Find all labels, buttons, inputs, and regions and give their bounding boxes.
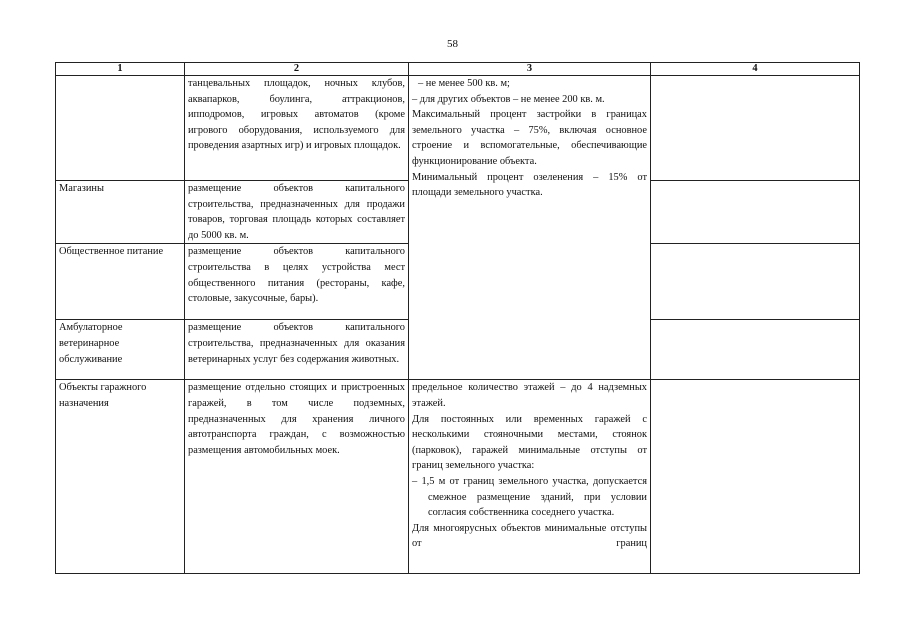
use-name-cell bbox=[56, 76, 185, 181]
use-name-cell: Объекты гаражного назначения bbox=[56, 380, 185, 574]
column-header-1: 1 bbox=[56, 63, 185, 76]
parameter-list-item: – для других объектов – не менее 200 кв. м. bbox=[412, 93, 605, 105]
parameters-cell bbox=[409, 76, 651, 380]
use-description-cell: размещение объектов капитального строительства, предназначенных для оказания ветеринарных услуг без содержания животных. bbox=[185, 320, 409, 380]
use-description-cell: танцевальных площадок, ночных клубов, аквапарков, боулинга, аттракционов, ипподромов, игровых автоматов (кроме игрового оборудования, используемого для проведения азартных игр) и игровых площадок. bbox=[185, 76, 409, 181]
use-description-cell: размещение объектов капитального строительства, предназначенных для продажи товаров, торговая площадь которых составляет до 5000 кв. м. bbox=[185, 181, 409, 244]
table-row bbox=[56, 76, 860, 181]
column-header-2: 2 bbox=[185, 63, 409, 76]
parameter-line: – не менее 500 кв. м; bbox=[418, 78, 510, 89]
use-description-cell: размещение объектов капитального строительства в целях устройства мест общественного питания (рестораны, кафе, столовые, закусочные, бары). bbox=[185, 244, 409, 320]
column-header-3: 3 bbox=[409, 63, 651, 76]
use-name-cell: Амбулаторное ветеринарное обслуживание bbox=[56, 320, 185, 380]
zoning-table bbox=[55, 62, 860, 574]
parameter-paragraph: Для постоянных или временных гаражей с несколькими стояночными местами, стоянок (парковок), гаражей минимальные отступы от границ земельного участка: bbox=[412, 413, 647, 472]
column-header-4: 4 bbox=[651, 63, 860, 76]
empty-cell bbox=[651, 181, 860, 244]
use-description-cell: размещение отдельно стоящих и пристроенных гаражей, в том числе подземных, предназначенных для хранения личного автотранспорта граждан, с возможностью размещения автомобильных моек. bbox=[185, 380, 409, 574]
empty-cell bbox=[651, 244, 860, 320]
empty-cell bbox=[651, 320, 860, 380]
use-name-cell: Общественное питание bbox=[56, 244, 185, 320]
empty-cell bbox=[651, 380, 860, 574]
parameter-paragraph: предельное количество этажей – до 4 надземных этажей. bbox=[412, 382, 647, 409]
empty-cell bbox=[651, 76, 860, 181]
use-name-cell: Магазины bbox=[56, 181, 185, 244]
page-number: 58 bbox=[447, 38, 458, 50]
parameter-paragraph: Минимальный процент озеленения – 15% от площади земельного участка. bbox=[412, 171, 647, 199]
table-row bbox=[56, 380, 860, 574]
parameter-paragraph: Для многоярусных объектов минимальные отступы от границ bbox=[412, 522, 647, 550]
table-header-row bbox=[56, 63, 860, 76]
parameter-paragraph: Максимальный процент застройки в границах земельного участка – 75%, включая основное строение и вспомогательные, обеспечивающие функционирование объекта. bbox=[412, 109, 647, 167]
parameter-list-item: – 1,5 м от границ земельного участка, допускается смежное размещение зданий, при условии согласия собственника соседнего участка. bbox=[412, 475, 647, 519]
parameters-cell bbox=[409, 380, 651, 574]
